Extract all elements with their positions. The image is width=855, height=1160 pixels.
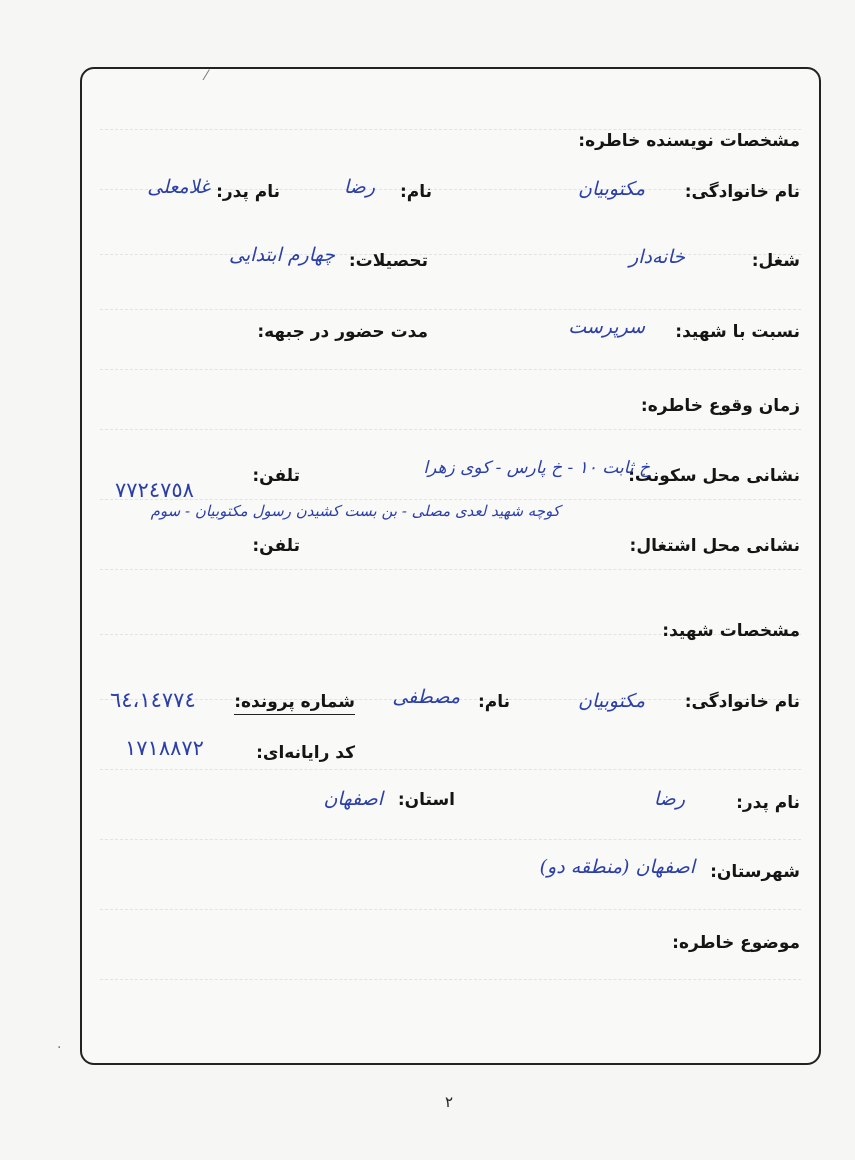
writer-event-time-label: زمان وقوع خاطره: [640,396,800,416]
scan-speck: · [57,1040,62,1056]
scan-speck: ⁄ [205,68,208,84]
writer-education-value: چهارم ابتدایی [229,244,335,266]
writer-father-name-label: نام پدر: [216,182,280,202]
writer-job-label: شغل: [751,251,800,271]
martyr-topic-label: موضوع خاطره: [672,933,800,953]
martyr-file-number-value: ٦٤،١٤٧٧٤ [110,688,196,712]
writer-front-duration-label: مدت حضور در جبهه: [257,322,428,342]
writer-heading: مشخصات نویسنده خاطره: [578,131,800,151]
form-frame [80,67,821,1065]
writer-home-phone-value: ٧٧٢٤٧٥٨ [115,478,194,502]
writer-work-address-label: نشانی محل اشتغال: [629,536,800,556]
martyr-first-name-value: مصطفی [392,686,460,708]
writer-home-phone-label: تلفن: [252,466,300,486]
martyr-county-value: اصفهان (منطقه دو) [539,856,695,878]
writer-first-name-value: رضا [343,176,375,198]
martyr-father-name-label: نام پدر: [736,793,800,813]
martyr-county-label: شهرستان: [710,862,800,882]
martyr-father-name-value: رضا [653,788,685,810]
writer-job-value: خانه‌دار [629,246,685,268]
writer-family-name-value: مکتوبیان [578,178,645,200]
page-number: ٢ [445,1093,454,1111]
writer-work-address-value: کوچه شهید لعدی مصلی - بن بست کشیدن رسول مکتوبیان - سوم [150,502,560,520]
martyr-province-label: استان: [397,790,455,810]
martyr-family-name-value: مکتوبیان [578,690,645,712]
writer-relation-value: سرپرست [568,316,645,338]
martyr-family-name-label: نام خانوادگی: [684,692,800,712]
martyr-file-number-label: شماره پرونده: [234,692,355,715]
writer-family-name-label: نام خانوادگی: [684,182,800,202]
writer-home-address-label: نشانی محل سکونت: [628,466,800,486]
writer-education-label: تحصیلات: [348,251,428,271]
martyr-computer-code-label: کد رایانه‌ای: [256,743,355,763]
writer-first-name-label: نام: [399,182,432,202]
writer-relation-label: نسبت با شهید: [675,322,800,342]
writer-father-name-value: غلامعلی [147,176,210,198]
writer-home-address-value: خ ثابت ۱۰ - خ پارس - کوی زهرا [423,458,650,478]
martyr-heading: مشخصات شهید: [662,621,800,641]
martyr-first-name-label: نام: [477,692,510,712]
martyr-computer-code-value: ١٧١٨٨٧٢ [125,736,204,760]
writer-work-phone-label: تلفن: [252,536,300,556]
martyr-province-value: اصفهان [323,788,383,810]
